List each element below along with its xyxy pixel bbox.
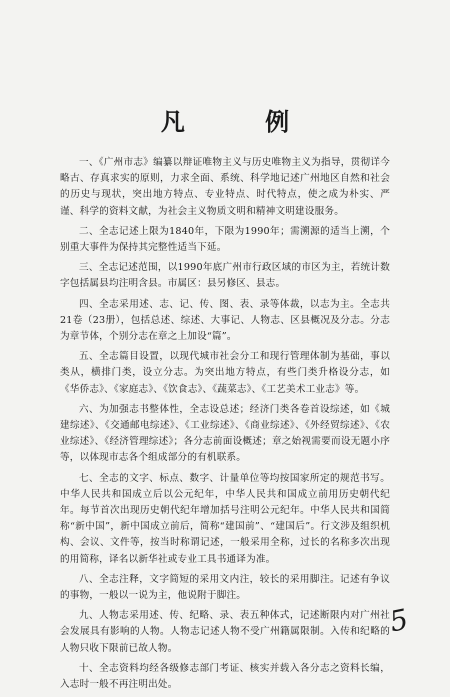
guideline-paragraph: 四、全志采用述、志、记、传、图、表、录等体裁，以志为主。全志共21卷（23册），包括总述、综述、大事记、人物志、区县概况及分志。分志为章节体，个别分志在章之上加设“篇”。 <box>60 298 390 343</box>
guidelines-body <box>60 155 390 697</box>
guideline-paragraph: 二、全志记述上限为1840年，下限为1990年；需溯源的适当上溯，个别重大事件为保持其完整性适当下延。 <box>60 225 390 254</box>
guideline-paragraph: 三、全志记述范围，以1990年底广州市行政区域的市区为主，若统计数字包括属县均注明含县。市属区：县另修区、县志。 <box>60 262 390 290</box>
guideline-paragraph: 十、全志资料均经各级修志部门考证、核实并载入各分志之资料长编，入志时一般不再注明出处。 <box>60 662 390 691</box>
guideline-paragraph: 五、全志篇目设置，以现代城市社会分工和现行管理体制为基础，事以类从，横排门类，设立分志。为突出地方特点，有些门类升格设分志，如《华侨志》、《家庭志》、《饮食志》、《蔬菜志》、《工艺美术工业志》等。 <box>60 351 390 395</box>
handwritten-page-number: 5 <box>386 602 412 639</box>
guideline-paragraph: 八、全志注释，文字简短的采用文内注，较长的采用脚注。记述有争议的事物，一般以一说为主，他说附于脚注。 <box>60 573 390 602</box>
page-title: 凡 例 <box>160 107 326 136</box>
guideline-paragraph: 六、为加强志书整体性，全志设总述；经济门类各卷首设综述，如《城建综述》、《交通邮电综述》、《工业综述》、《商业综述》、《外经贸综述》、《农业综述》、《经济管理综述》；各分志前面设概述；章之始视需要而设无题小序等，以体现市志各个组成部分的有机联系。 <box>60 403 390 464</box>
guideline-paragraph: 一、《广州市志》编纂以辩证唯物主义与历史唯物主义为指导，贯彻详今略古、存真求实的原则，力求全面、系统、科学地记述广州地区自然和社会的历史与现状，突出地方特点、专业特点、时代特点，使之成为朴实、严谨、科学的资料文献，为社会主义物质文明和精神文明建设服务。 <box>60 157 390 217</box>
guideline-paragraph: 九、人物志采用述、传、纪略、录、表五种体式，记述断限内对广州社会发展具有影响的人物。人物志记述人物不受广州籍属限制。入传和纪略的人物只收下限前已故人物。 <box>60 610 390 654</box>
guideline-paragraph: 七、全志的文字、标点、数字、计量单位等均按国家所定的规范书写。中华人民共和国成立后以公元纪年，中华人民共和国成立前用历史朝代纪年。每节首次出现历史朝代纪年增加括号注明公元纪年。中华人民共和国简称“新中国”，新中国成立前后，简称“建国前”、“建国后”。行文涉及组织机构、会议、文件等，按当时称谓记述，一般采用全称，过长的名称多次出现的用简称，译名以新华社或专业工具书通译为准。 <box>60 472 390 565</box>
